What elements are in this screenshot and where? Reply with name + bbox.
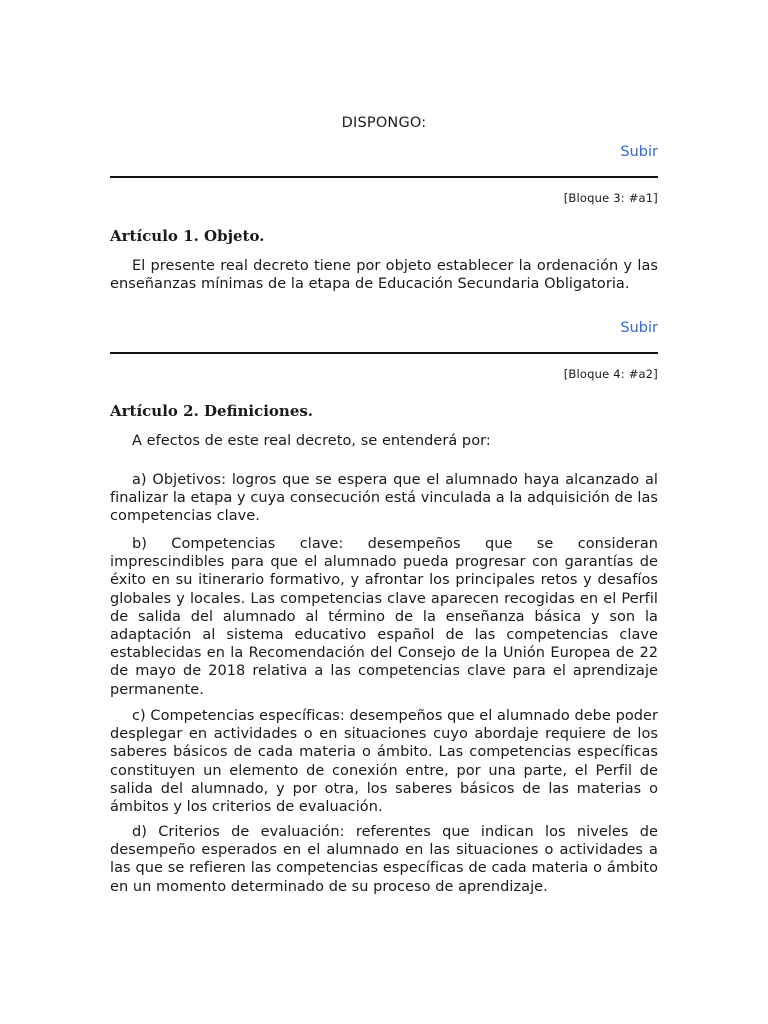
definition-d: d) Criterios de evaluación: referentes que indican los niveles de desempeño esperados en el alumnado en las situaciones o actividades a las que se refieren las competencias específicas de cada materia o ámbito en un momento determinado de su proceso de aprendizaje. [110,824,658,895]
article-1-title: Artículo 1. Objeto. [110,227,265,245]
article-1-paragraph: El presente real decreto tiene por objeto establecer la ordenación y las enseñanzas mínimas de la etapa de Educación Secundaria Obligatoria. [110,258,658,293]
definition-a: a) Objetivos: logros que se espera que el alumnado haya alcanzado al finalizar la etapa y cuya consecución está vinculada a la adquisición de las competencias clave. [110,472,658,525]
subir-link[interactable]: Subir [620,320,658,336]
block-reference: [Bloque 3: #a1] [563,191,658,205]
dispongo-heading: DISPONGO: [341,115,427,131]
divider [110,352,658,354]
article-2-title: Artículo 2. Definiciones. [110,402,314,420]
divider [110,176,658,178]
block-reference: [Bloque 4: #a2] [563,367,658,381]
article-2-intro: A efectos de este real decreto, se entenderá por: [132,433,491,449]
definition-b: b) Competencias clave: desempeños que se consideran imprescindibles para que el alumnado pueda progresar con garantías de éxito en su itinerario formativo, y afrontar los principales retos y desafíos globales y locales. Las competencias clave aparecen recogidas en el Perfil de salida del alumnado al término de la enseñanza básica y son la adaptación al sistema educativo español de las competencias clave establecidas en la Recomendación del Consejo de la Unión Europea de 22 de mayo de 2018 relativa a las competencias clave para el aprendizaje permanente. [110,536,658,698]
definition-c: c) Competencias específicas: desempeños que el alumnado debe poder desplegar en actividades o en situaciones cuyo abordaje requiere de los saberes básicos de cada materia o ámbito. Las competencias específicas constituyen un elemento de conexión entre, por una parte, el Perfil de salida del alumnado, y por otra, los saberes básicos de las materias o ámbitos y los criterios de evaluación. [110,708,658,816]
subir-link[interactable]: Subir [620,144,658,160]
